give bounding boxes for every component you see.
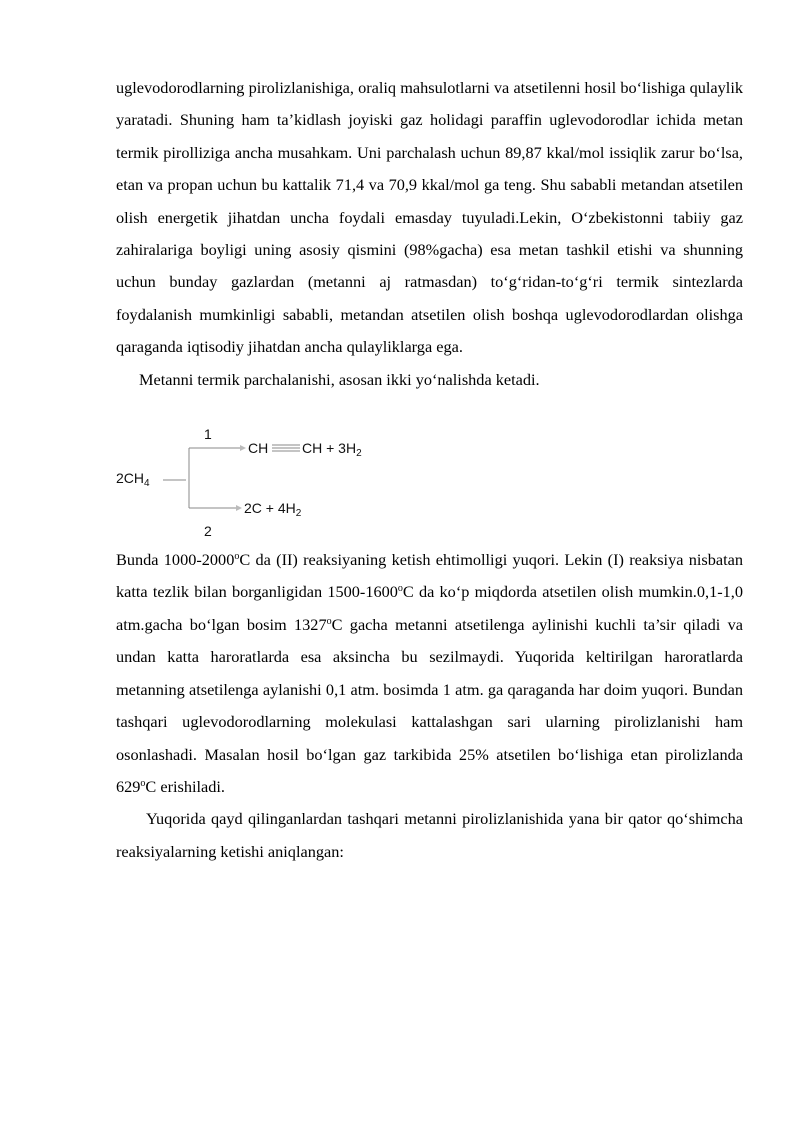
reaction-scheme — [116, 396, 743, 544]
product-carbon-hydrogen: $2C + 4H_2$ — [244, 500, 302, 520]
paragraph-temperature: Bunda 1000-2000$^o$C da (II) reaksiyaning ketish ehtimolligi yuqori. Lekin (I) reaksiya nisbatan katta tezlik bilan borganligidan 1500-1600$^o$C da ko‘p miqdorda atsetilen olish mumkin.0,1-1,0 atm.gacha bo‘lgan bosim 1327$^o$C gacha metanni atsetilenga aylinishi kuchli ta’sir qiladi va undan katta haroratlarda esa aksincha bu sezilmaydi. Yuqorida keltirilgan haroratlarda metanning atsetilenga aylanishi 0,1 atm. bosimda 1 atm. ga qaraganda har doim yuqori. Bundan tashqari uglevodorodlarning molekulasi kattalashgan sari ularning pirolizlanishi ham osonlashadi. Masalan hosil bo‘lgan gaz tarkibida 25% atsetilen bo‘lishiga etan pirolizlanda 629$^o$C erishiladi. — [116, 550, 744, 796]
branch-1-number: 1 — [204, 426, 212, 443]
degree-symbol: o — [140, 777, 146, 789]
document-page — [116, 72, 743, 868]
reactant-methane: $2CH_4$ — [116, 470, 150, 490]
degree-symbol: o — [326, 615, 332, 627]
paragraph-intro: uglevodorodlarning pirolizlanishiga, oraliq mahsulotlarni va atsetilenni hosil bo‘lishiga qulaylik yaratadi. Shuning ham ta’kidlash joyiski gaz holidagi paraffin uglevodorodlar ichida metan termik pirolliziga ancha musahkam. Uni parchalash uchun 89,87 kkal/mol issiqlik zarur bo‘lsa, etan va propan uchun bu kattalik 71,4 va 70,9 kkal/mol ga teng. Shu sababli metandan atsetilen olish energetik jihatdan uncha foydali emasday tuyuladi.Lekin, O‘zbekistonni tabiiy gaz zahiralariga boyligi uning asosiy qismini (98%gacha) esa metan tashkil etishi va shunning uchun bunday gazlardan (metanni aj ratmasdan) to‘g‘ridan-to‘g‘ri termik sintezlarda foydalanish mumkinligi sababli, metandan atsetilen olish boshqa uglevodorodlardan olishga qaraganda iqtisodiy jihatdan ancha qulayliklarga ega. — [116, 78, 743, 357]
paragraph-two-directions: Metanni termik parchalanishi, asosan ikki yo‘nalishda ketadi. — [139, 369, 540, 389]
degree-symbol: o — [234, 551, 240, 563]
branch-2-number: 2 — [204, 523, 212, 540]
product-ch-left: CH — [248, 440, 269, 457]
degree-symbol: o — [397, 583, 403, 595]
reaction-scheme-lines — [116, 396, 743, 544]
product-ch-h2: CH + $3H_2$ — [302, 440, 362, 460]
paragraph-additional-reactions: Yuqorida qayd qilinganlardan tashqari metanni pirolizlanishida yana bir qator qo‘shimcha reaksiyalarning ketishi aniqlangan: — [116, 809, 743, 861]
